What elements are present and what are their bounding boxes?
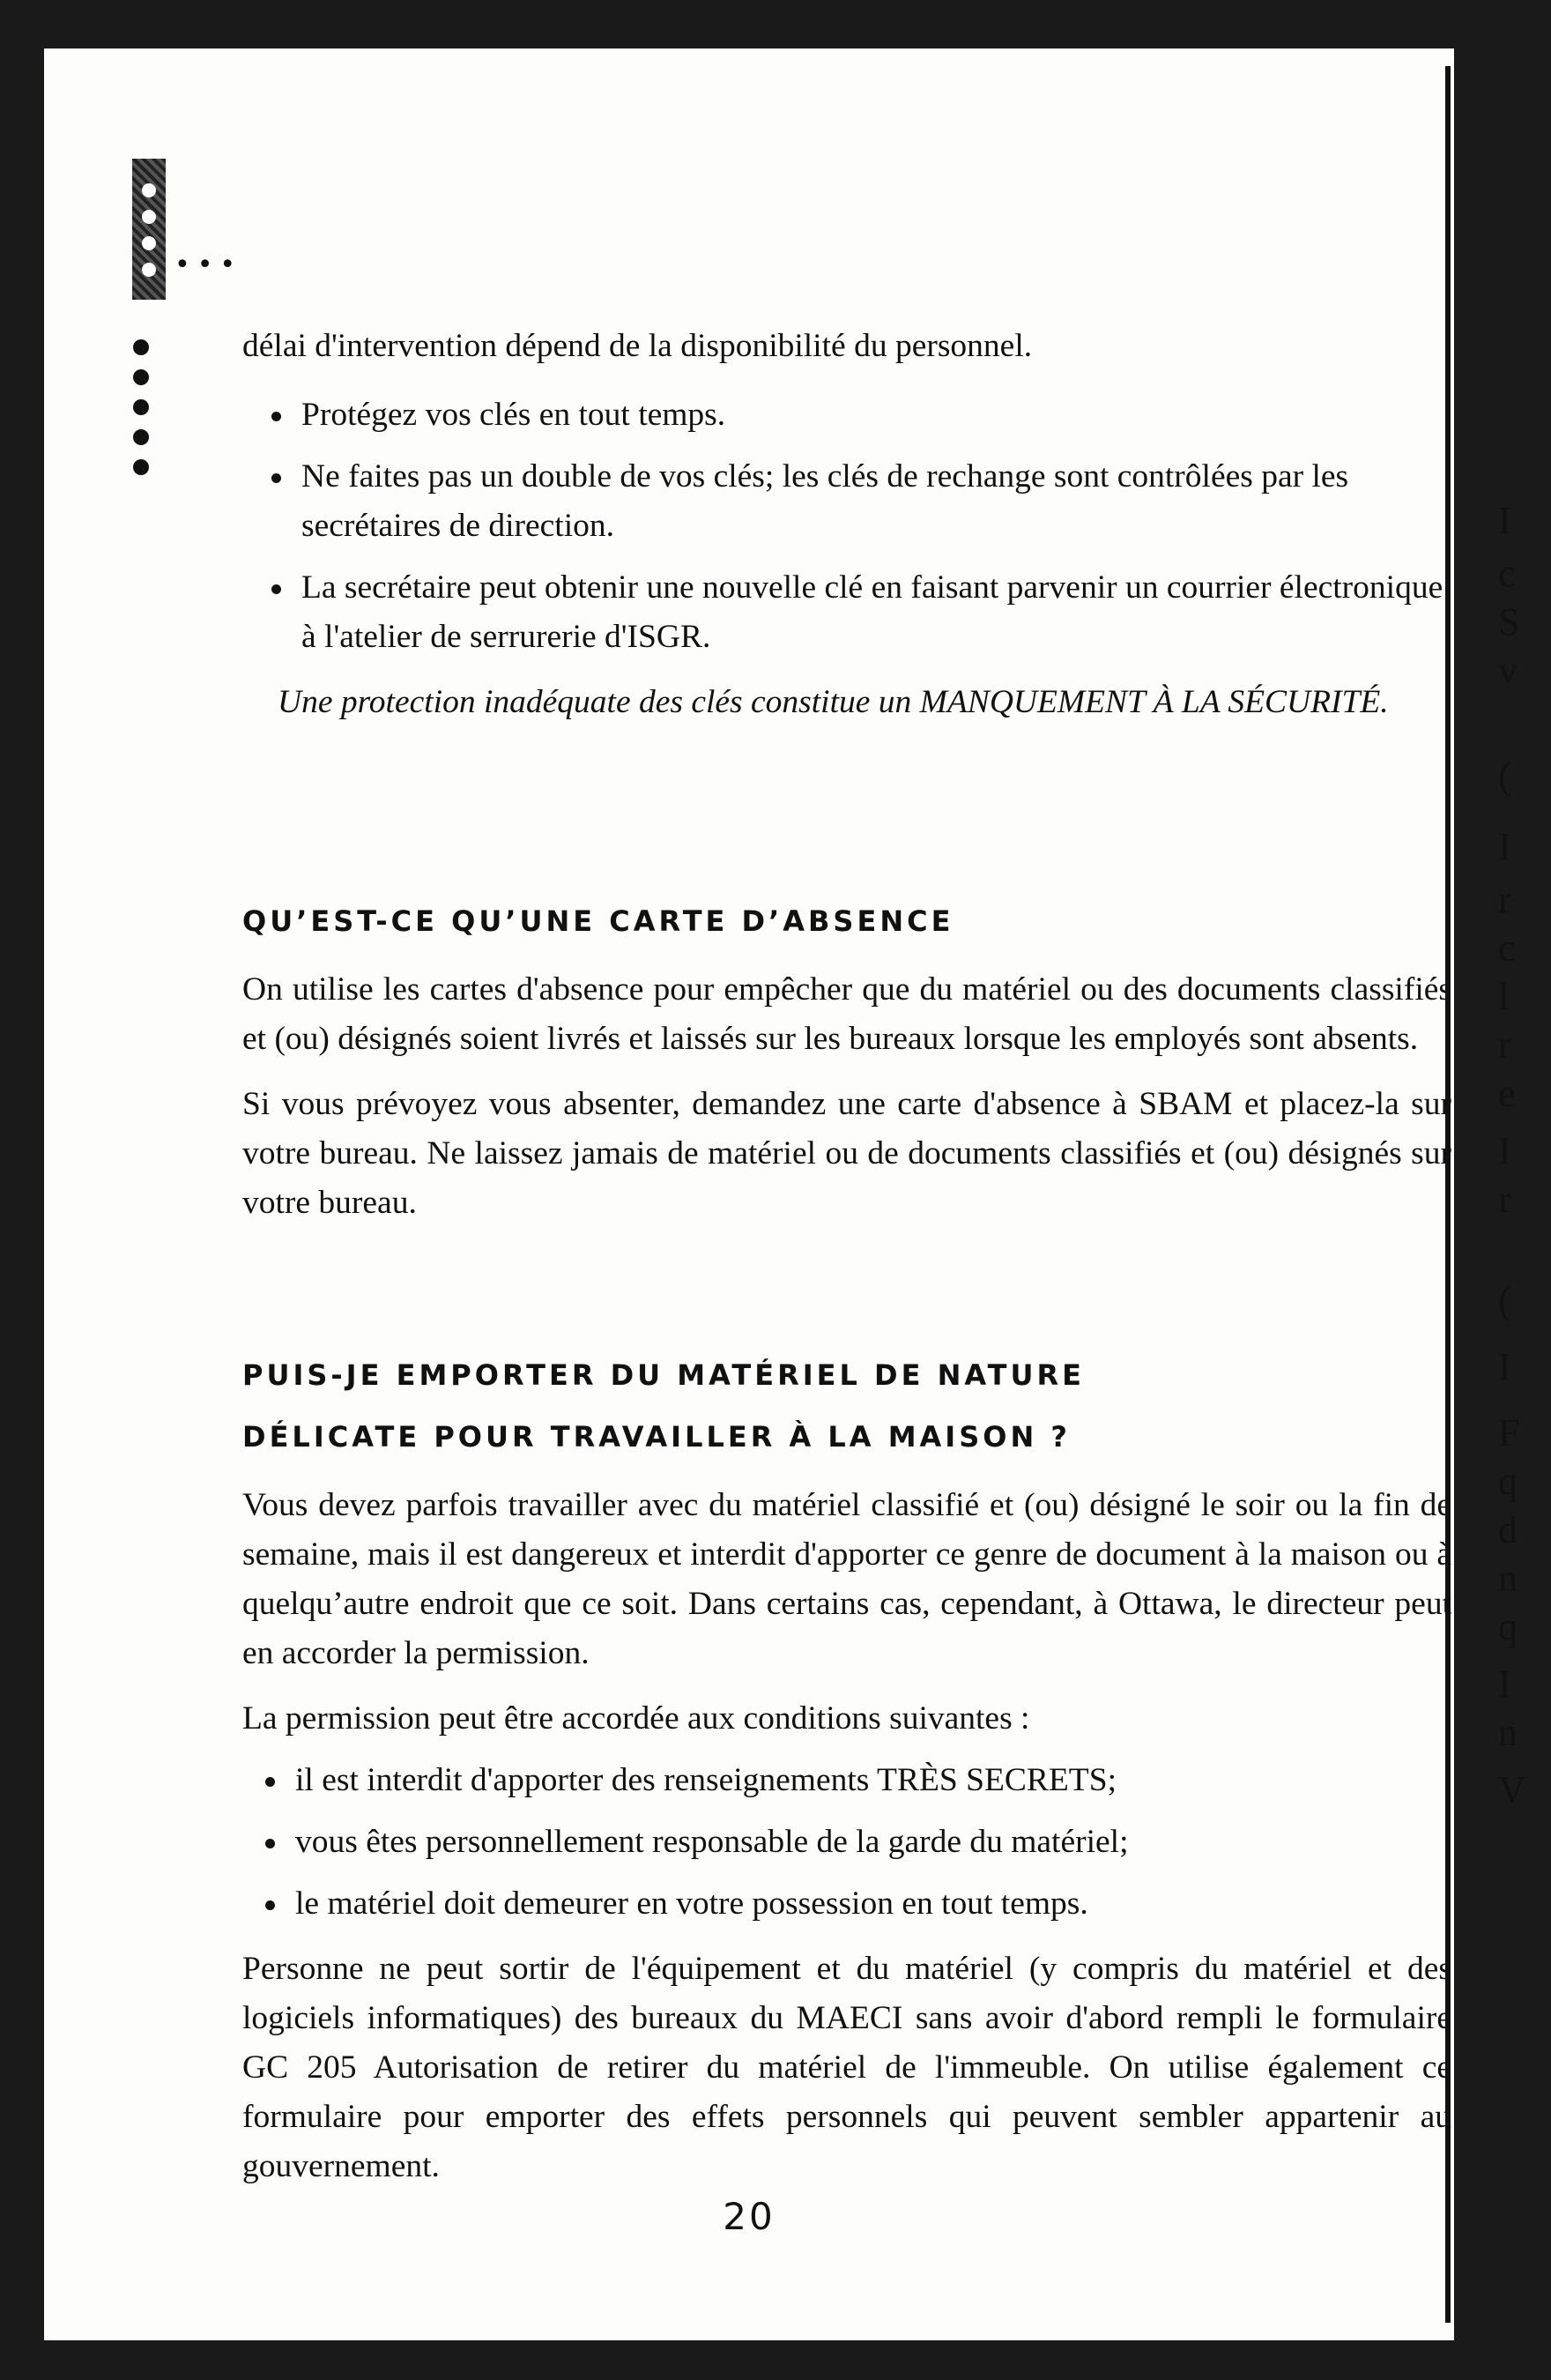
page-number: 20 xyxy=(723,2195,776,2238)
paragraph: Vous devez parfois travailler avec du matériel classifié et (ou) désigné le soir ou la fin de semaine, mais il est dangereux et interdit d'apporter ce genre de document à la maison ou à quelqu’autre endroit que ce soit. Dans certains cas, cependant, à Ottawa, le directeur peut en accorder la permission. xyxy=(242,1487,1451,1671)
paragraph: Si vous prévoyez vous absenter, demandez une carte d'absence à SBAM et placez-la sur votre bureau. Ne laissez jamais de matériel ou de documents classifiés et (ou) désignés sur votre bureau. xyxy=(242,1086,1451,1221)
list-item: Protégez vos clés en tout temps. xyxy=(264,390,1450,440)
adjacent-page-edge: I c S v ( I r c l r e I r ( I F q d n q I n V xyxy=(1498,499,1526,1811)
section-heading-take-home-line1: PUIS-JE EMPORTER DU MATÉRIEL DE NATURE xyxy=(242,1358,1085,1392)
list-item: vous êtes personnellement responsable de la garde du matériel; xyxy=(258,1818,1451,1867)
document-page xyxy=(44,48,1526,2340)
conditions-intro: La permission peut être accordée aux conditions suivantes : xyxy=(242,1700,1030,1737)
ellipsis-dots-icon: ••• xyxy=(174,249,243,280)
list-item: Ne faites pas un double de vos clés; les clés de rechange sont contrôlées par les secrétaires de direction. xyxy=(264,452,1450,551)
conditions-list xyxy=(258,1756,1451,1929)
section-take-home-body xyxy=(242,1481,1451,2191)
list-item: La secrétaire peut obtenir une nouvelle clé en faisant parvenir un courrier électronique à l'atelier de serrurerie d'ISGR. xyxy=(264,563,1450,662)
section-absence-card-body xyxy=(242,965,1451,1228)
section-heading-take-home-line2: DÉLICATE POUR TRAVAILLER À LA MAISON ? xyxy=(242,1420,1071,1454)
list-item: il est interdit d'apporter des renseignements TRÈS SECRETS; xyxy=(258,1756,1451,1805)
warning-lead: Une protection inadéquate des clés constitue un xyxy=(278,684,912,720)
warning-emphasis: MANQUEMENT À LA SÉCURITÉ. xyxy=(919,684,1389,720)
section-marker-icon xyxy=(132,159,166,300)
paragraph: On utilise les cartes d'absence pour empêcher que du matériel ou des documents classifiés et (ou) désignés soient livrés et laissés sur les bureaux lorsque les employés sont absents. xyxy=(242,971,1451,1057)
key-bullet-list xyxy=(264,390,1450,662)
section-heading-absence-card: QU’EST-CE QU’UNE CARTE D’ABSENCE xyxy=(242,904,954,938)
list-item: le matériel doit demeurer en votre possession en tout temps. xyxy=(258,1879,1451,1929)
security-warning xyxy=(278,683,1450,722)
paragraph: Personne ne peut sortir de l'équipement et du matériel (y compris du matériel et des logiciels informatiques) des bureaux du MAECI sans avoir d'abord rempli le formulaire GC 205 Autorisation de retirer du matériel de l'immeuble. On utilise également ce formulaire pour emporter des effets personnels qui peuvent sembler appartenir au gouvernement. xyxy=(242,1951,1451,2184)
continuation-text: délai d'intervention dépend de la disponibilité du personnel. xyxy=(242,328,1033,364)
